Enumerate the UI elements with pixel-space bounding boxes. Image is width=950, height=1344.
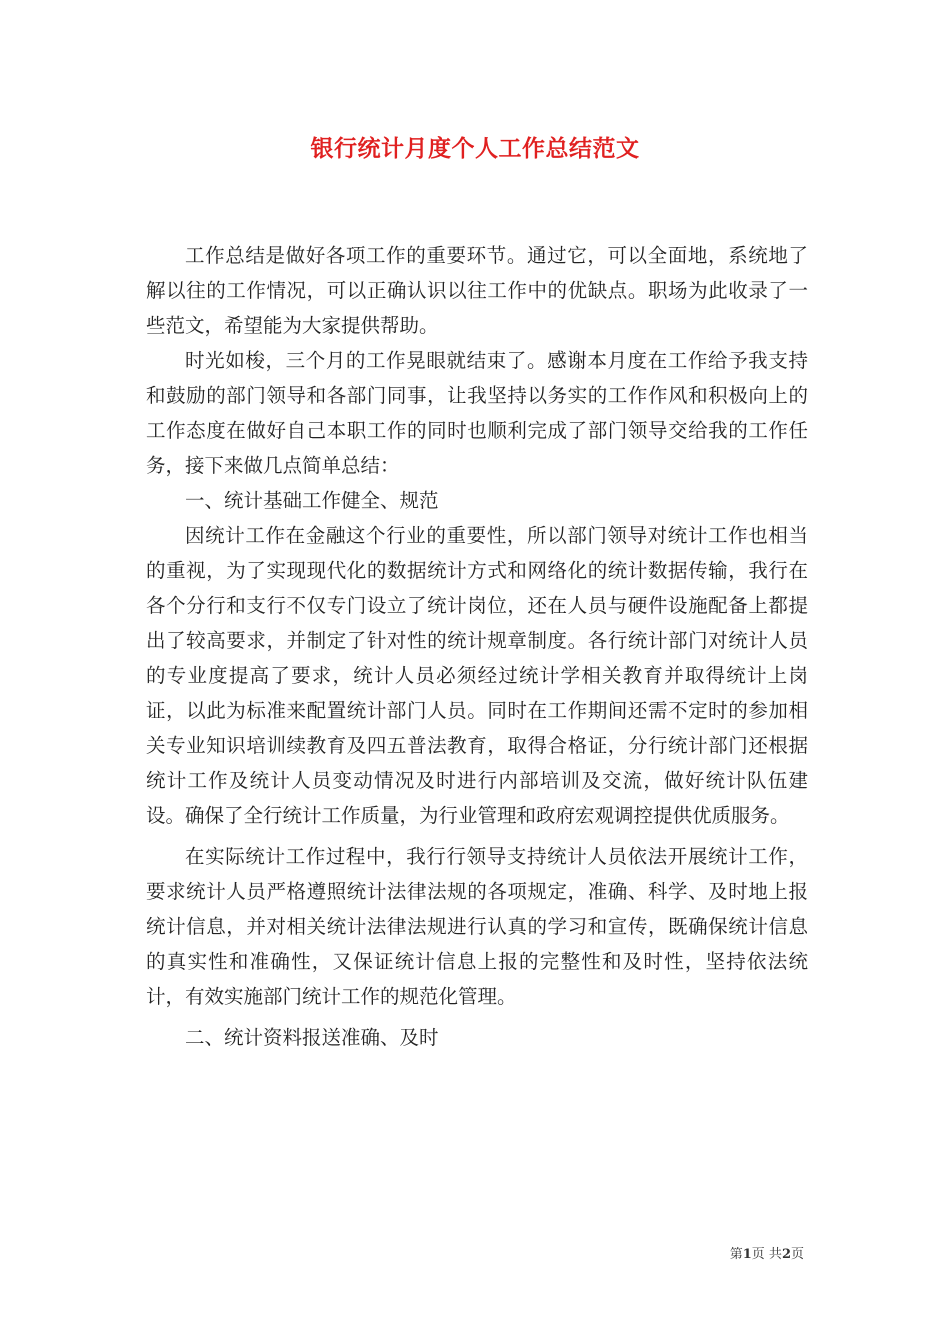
footer-suffix: 页 <box>790 1247 804 1262</box>
document-body <box>146 238 808 1055</box>
paragraph-intro: 工作总结是做好各项工作的重要环节。通过它，可以全面地，系统地了解以往的工作情况，可以正确认识以往工作中的优缺点。职场为此收录了一些范文，希望能为大家提供帮助。 <box>146 244 808 337</box>
paragraph-opening: 时光如梭，三个月的工作晃眼就结束了。感谢本月度在工作给予我支持和鼓励的部门领导和各部门同事，让我坚持以务实的工作作风和积极向上的工作态度在做好自己本职工作的同时也顺利完成了部门领导交给我的工作任务，接下来做几点简单总结： <box>146 349 808 477</box>
paragraph-section-1-continued: 在实际统计工作过程中，我行行领导支持统计人员依法开展统计工作，要求统计人员严格遵照统计法律法规的各项规定，准确、科学、及时地上报统计信息，并对相关统计法律法规进行认真的学习和宣传，既确保统计信息的真实性和准确性，又保证统计信息上报的完整性和及时性，坚持依法统计，有效实施部门统计工作的规范化管理。 <box>146 845 808 1008</box>
paragraph-section-1: 因统计工作在金融这个行业的重要性，所以部门领导对统计工作也相当的重视，为了实现现代化的数据统计方式和网络化的统计数据传输，我行在各个分行和支行不仅专门设立了统计岗位，还在人员与硬件设施配备上都提出了较高要求，并制定了针对性的统计规章制度。各行统计部门对统计人员的专业度提高了要求，统计人员必须经过统计学相关教育并取得统计上岗证，以此为标准来配置统计部门人员。同时在工作期间还需不定时的参加相关专业知识培训续教育及四五普法教育，取得合格证，分行统计部门还根据统计工作及统计人员变动情况及时进行内部培训及交流，做好统计队伍建设。确保了全行统计工作质量，为行业管理和政府宏观调控提供优质服务。 <box>146 524 808 827</box>
section-heading-1: 一、统计基础工作健全、规范 <box>185 489 439 512</box>
document-title: 银行统计月度个人工作总结范文 <box>310 135 640 162</box>
footer-current-page: 1 <box>742 1247 752 1262</box>
footer-prefix: 第 <box>729 1247 743 1262</box>
footer-total-pages: 2 <box>781 1247 791 1262</box>
footer-middle: 页 共 <box>751 1247 782 1262</box>
section-heading-2: 二、统计资料报送准确、及时 <box>185 1026 439 1049</box>
page-number-footer <box>730 1246 804 1264</box>
